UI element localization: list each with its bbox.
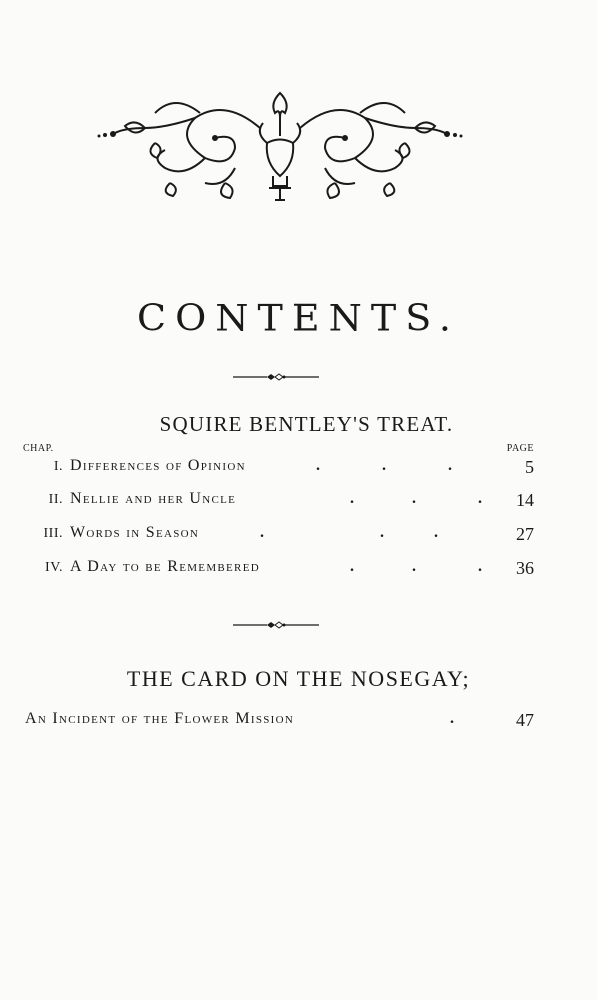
chapter-number: IV.	[45, 560, 63, 575]
page-number: 14	[516, 490, 534, 510]
toc-entry[interactable]: IV. A Day to be Remembered . . . 36	[45, 558, 534, 578]
section-divider	[233, 372, 319, 382]
chapter-title: Words in Season	[70, 524, 200, 541]
chapter-title: A Day to be Remembered	[70, 558, 260, 575]
section-heading: THE CARD ON THE NOSEGAY;	[126, 666, 471, 691]
toc-entry[interactable]: II. Nellie and her Uncle . . . 14	[48, 490, 534, 510]
toc-entry[interactable]: III. Words in Season . . . 27	[43, 524, 534, 544]
section-divider	[233, 620, 319, 630]
page-column-label: PAGE	[506, 443, 534, 454]
scrollwork-ornament	[95, 88, 465, 203]
chapter-title: Nellie and her Uncle	[70, 490, 237, 507]
chapter-number: II.	[48, 492, 63, 507]
page-number: 47	[516, 710, 534, 730]
toc-entry[interactable]: I. Differences of Opinion . . . 5	[53, 457, 534, 477]
chapter-number: III.	[43, 526, 63, 541]
page-number: 36	[516, 558, 534, 578]
page-title: CONTENTS.	[137, 297, 460, 339]
leader-dots: .	[450, 710, 454, 727]
section-heading: SQUIRE BENTLEY'S TREAT.	[159, 412, 454, 436]
chapter-column-label: CHAP.	[23, 443, 54, 454]
page-number: 27	[516, 524, 534, 544]
chapter-title: Differences of Opinion	[70, 457, 246, 474]
chapter-number: I.	[53, 459, 63, 474]
page-number: 5	[525, 457, 534, 477]
section-subtitle: An Incident of the Flower Mission	[25, 710, 295, 727]
